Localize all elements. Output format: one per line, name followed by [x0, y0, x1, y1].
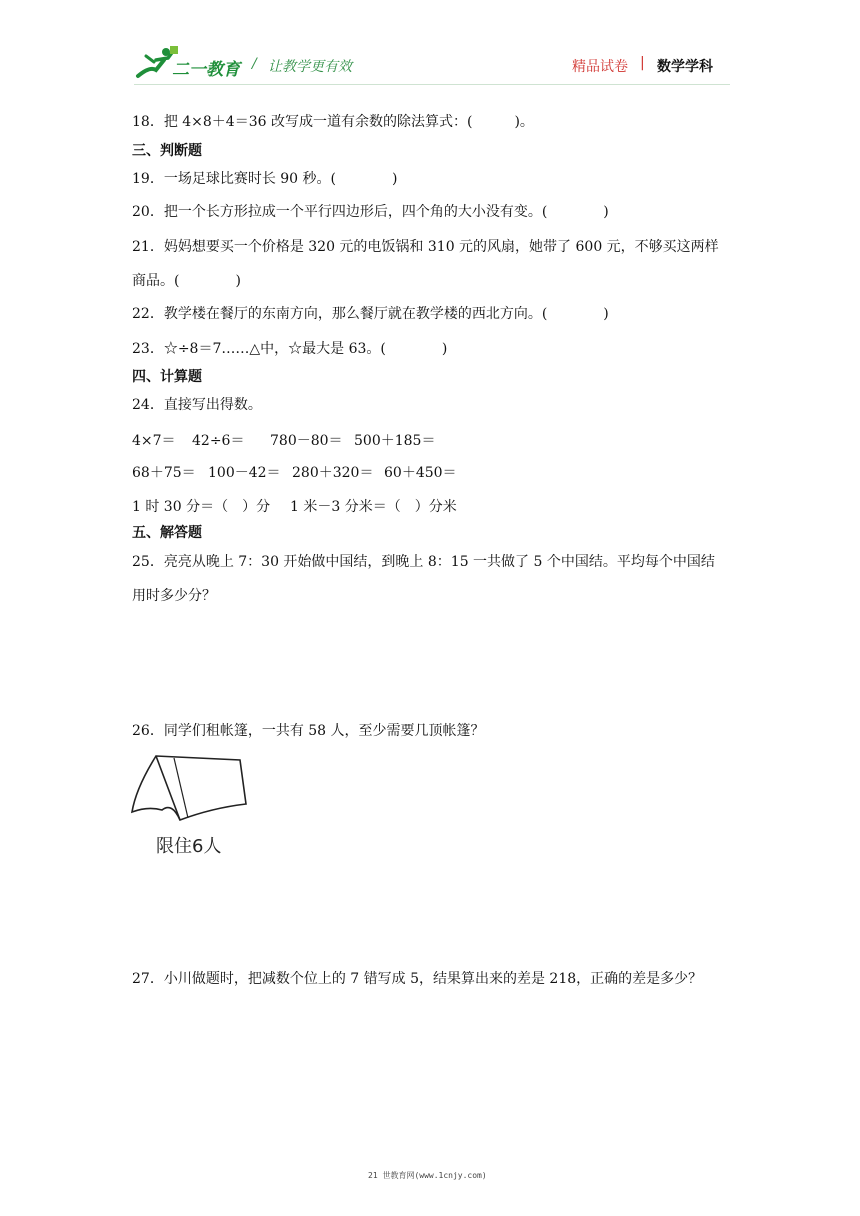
- question-24: 24．直接写出得数。: [132, 397, 262, 413]
- calc-item: 42÷6＝: [192, 433, 245, 449]
- question-21-line1: 21．妈妈想要买一个价格是 320 元的电饭锅和 310 元的风扇，她带了 600 元，不够买这两样: [132, 239, 719, 255]
- question-20: 20．把一个长方形拉成一个平行四边形后，四个角的大小没有变。( ): [132, 204, 609, 220]
- calc-item: 780－80＝: [270, 433, 343, 449]
- calc-item: 1 时 30 分＝（ ）分: [132, 499, 271, 515]
- calc-item: 100－42＝: [208, 465, 281, 481]
- question-18: 18．把 4×8＋4＝36 改写成一道有余数的除法算式：( )。: [132, 114, 534, 130]
- logo-text: 二一教育: [172, 60, 240, 80]
- header-slash: /: [252, 56, 257, 72]
- question-23: 23．☆÷8＝7……△中，☆最大是 63。( ): [132, 341, 448, 357]
- header-tag-premium: 精品试卷: [572, 59, 628, 75]
- question-21-line2: 商品。( ): [132, 273, 241, 289]
- header: [0, 0, 860, 95]
- calc-item: 68＋75＝: [132, 465, 196, 481]
- question-25-line2: 用时多少分？: [132, 588, 216, 604]
- tent-caption: 限住6人: [156, 836, 222, 857]
- section-4-heading: 四、计算题: [132, 369, 202, 385]
- header-tag-subject: 数学学科: [657, 59, 713, 75]
- calc-item: 500＋185＝: [354, 433, 436, 449]
- header-separator: |: [640, 55, 645, 71]
- calc-item: 60＋450＝: [384, 465, 457, 481]
- header-slogan: 让教学更有效: [268, 59, 352, 75]
- tent-illustration: [128, 748, 248, 828]
- section-3-heading: 三、判断题: [132, 143, 202, 159]
- question-27: 27．小川做题时，把减数个位上的 7 错写成 5，结果算出来的差是 218，正确的差是多少？: [132, 971, 703, 987]
- section-5-heading: 五、解答题: [132, 525, 202, 541]
- question-19: 19．一场足球比赛时长 90 秒。( ): [132, 171, 398, 187]
- question-25-line1: 25．亮亮从晚上 7：30 开始做中国结，到晚上 8：15 一共做了 5 个中国结。平均每个中国结: [132, 554, 715, 570]
- calc-item: 280＋320＝: [292, 465, 374, 481]
- calc-item: 4×7＝: [132, 433, 176, 449]
- calc-item: 1 米－3 分米＝（ ）分米: [290, 499, 457, 515]
- question-22: 22．教学楼在餐厅的东南方向，那么餐厅就在教学楼的西北方向。( ): [132, 306, 609, 322]
- question-26: 26．同学们租帐篷，一共有 58 人，至少需要几顶帐篷？: [132, 723, 485, 739]
- page-footer: 21 世教育网(www.1cnjy.com): [368, 1171, 487, 1180]
- header-rule: [134, 84, 730, 85]
